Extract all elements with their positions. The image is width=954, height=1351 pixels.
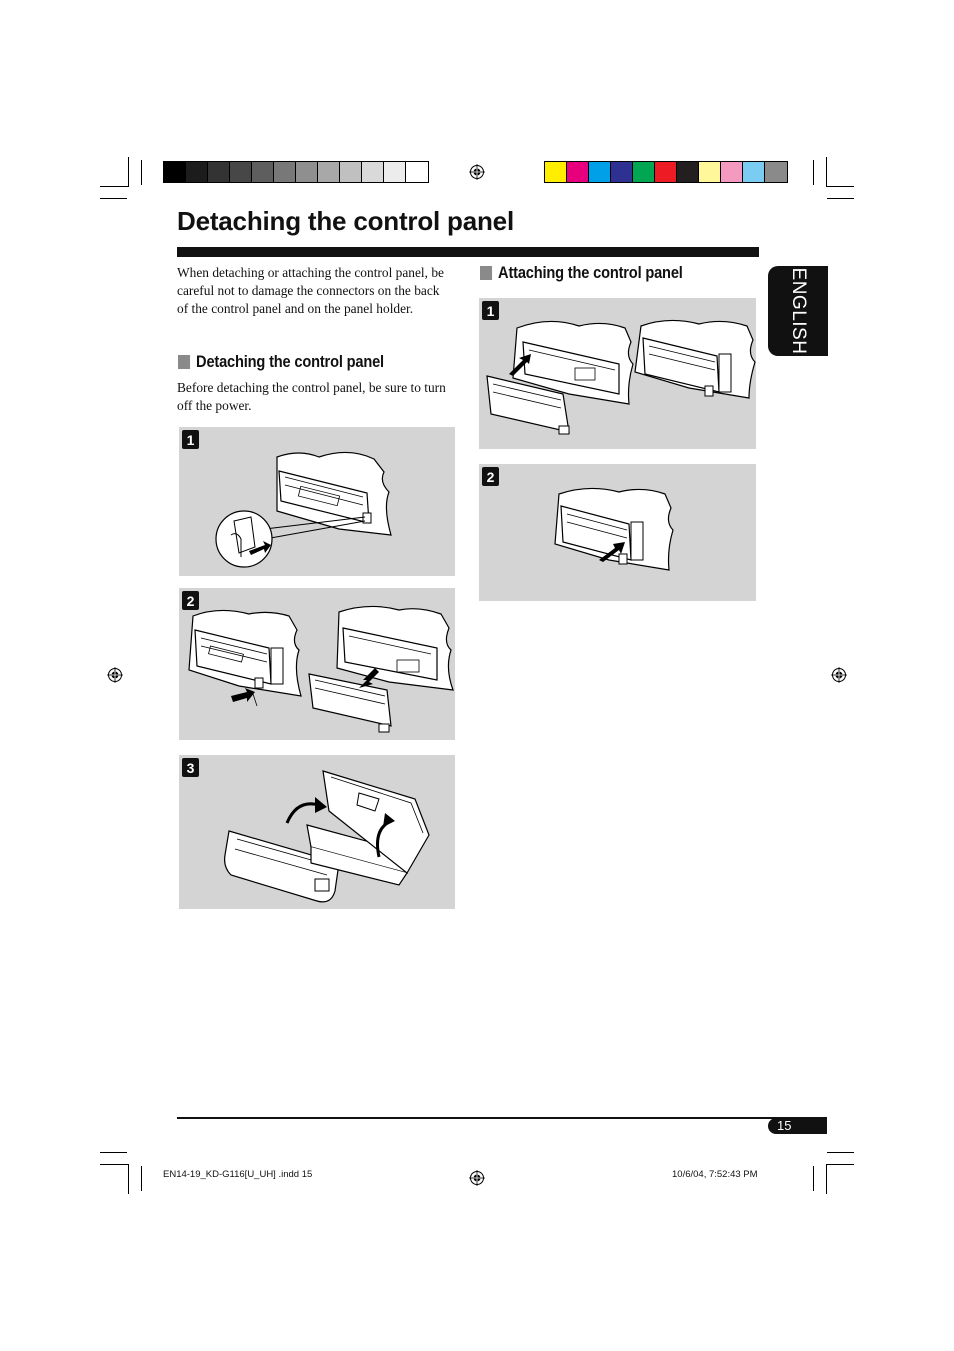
page-title: Detaching the control panel [177, 206, 514, 236]
gray-swatch [340, 162, 362, 182]
crop-mark [826, 1164, 827, 1194]
color-swatch [699, 162, 721, 182]
crop-mark [141, 1166, 142, 1191]
title-rule [177, 247, 759, 257]
attach-step-2-illustration [479, 464, 756, 601]
color-swatch [655, 162, 677, 182]
crop-mark [827, 1152, 854, 1153]
detach-heading [178, 352, 384, 372]
crop-mark [141, 160, 142, 185]
detach-step-1-illustration [179, 427, 455, 576]
gray-swatch [362, 162, 384, 182]
crop-mark [813, 1166, 814, 1191]
footer-file-info: EN14-19_KD-G116[U_UH] .indd 15 [163, 1169, 313, 1180]
crop-mark [826, 157, 827, 187]
panel-pull-off-icon [179, 588, 455, 740]
attach-step-1-illustration [479, 298, 756, 449]
color-swatch [765, 162, 787, 182]
page-number: 15 [768, 1118, 827, 1134]
color-swatch [743, 162, 765, 182]
language-tab [768, 266, 828, 356]
crop-mark [827, 198, 854, 199]
panel-insert-icon [479, 298, 756, 449]
detach-step-3-illustration [179, 755, 455, 909]
detach-step-2-badge: 2 [182, 591, 199, 610]
color-swatch [567, 162, 589, 182]
attach-step-1-badge: 1 [482, 301, 499, 320]
language-tab-label: ENGLISH [788, 267, 809, 355]
detach-step-1-badge: 1 [182, 430, 199, 449]
color-swatch [611, 162, 633, 182]
attach-step-2-badge: 2 [482, 467, 499, 486]
gray-swatch [384, 162, 406, 182]
gray-swatch [186, 162, 208, 182]
footer-rule [177, 1117, 827, 1119]
registration-mark-icon [469, 164, 485, 180]
color-swatch [633, 162, 655, 182]
crop-mark [128, 1164, 129, 1194]
detach-instruction: Before detaching the control panel, be sure to turn off the power. [177, 380, 446, 413]
gray-swatch [318, 162, 340, 182]
color-calibration-bar [544, 161, 788, 183]
crop-mark [100, 1164, 128, 1165]
gray-swatch [208, 162, 230, 182]
gray-swatch [296, 162, 318, 182]
footer-timestamp: 10/6/04, 7:52:43 PM [672, 1169, 758, 1180]
gray-swatch [406, 162, 428, 182]
registration-mark-icon [107, 667, 123, 683]
attach-heading [480, 263, 683, 283]
intro-paragraph: When detaching or attaching the control panel, be careful not to damage the connectors on the back of the control panel and on the panel holder. [177, 265, 444, 316]
crop-mark [128, 157, 129, 187]
panel-press-in-icon [479, 464, 756, 601]
crop-mark [100, 198, 127, 199]
heading-square-icon [178, 355, 190, 369]
gray-swatch [252, 162, 274, 182]
attach-heading-label: Attaching the control panel [498, 263, 683, 282]
grayscale-calibration-bar [163, 161, 429, 183]
gray-swatch [274, 162, 296, 182]
crop-mark [827, 1164, 854, 1165]
gray-swatch [230, 162, 252, 182]
panel-press-release-icon [179, 427, 455, 576]
registration-mark-icon [469, 1170, 485, 1186]
gray-swatch [164, 162, 186, 182]
crop-mark [827, 186, 854, 187]
detach-step-3-badge: 3 [182, 758, 199, 777]
detach-step-2-illustration [179, 588, 455, 740]
panel-into-case-icon [179, 755, 455, 909]
heading-square-icon [480, 266, 492, 280]
registration-mark-icon [831, 667, 847, 683]
detach-heading-label: Detaching the control panel [196, 352, 384, 371]
crop-mark [100, 1152, 127, 1153]
crop-mark [100, 186, 128, 187]
color-swatch [677, 162, 699, 182]
color-swatch [721, 162, 743, 182]
crop-mark [813, 160, 814, 185]
color-swatch [545, 162, 567, 182]
color-swatch [589, 162, 611, 182]
